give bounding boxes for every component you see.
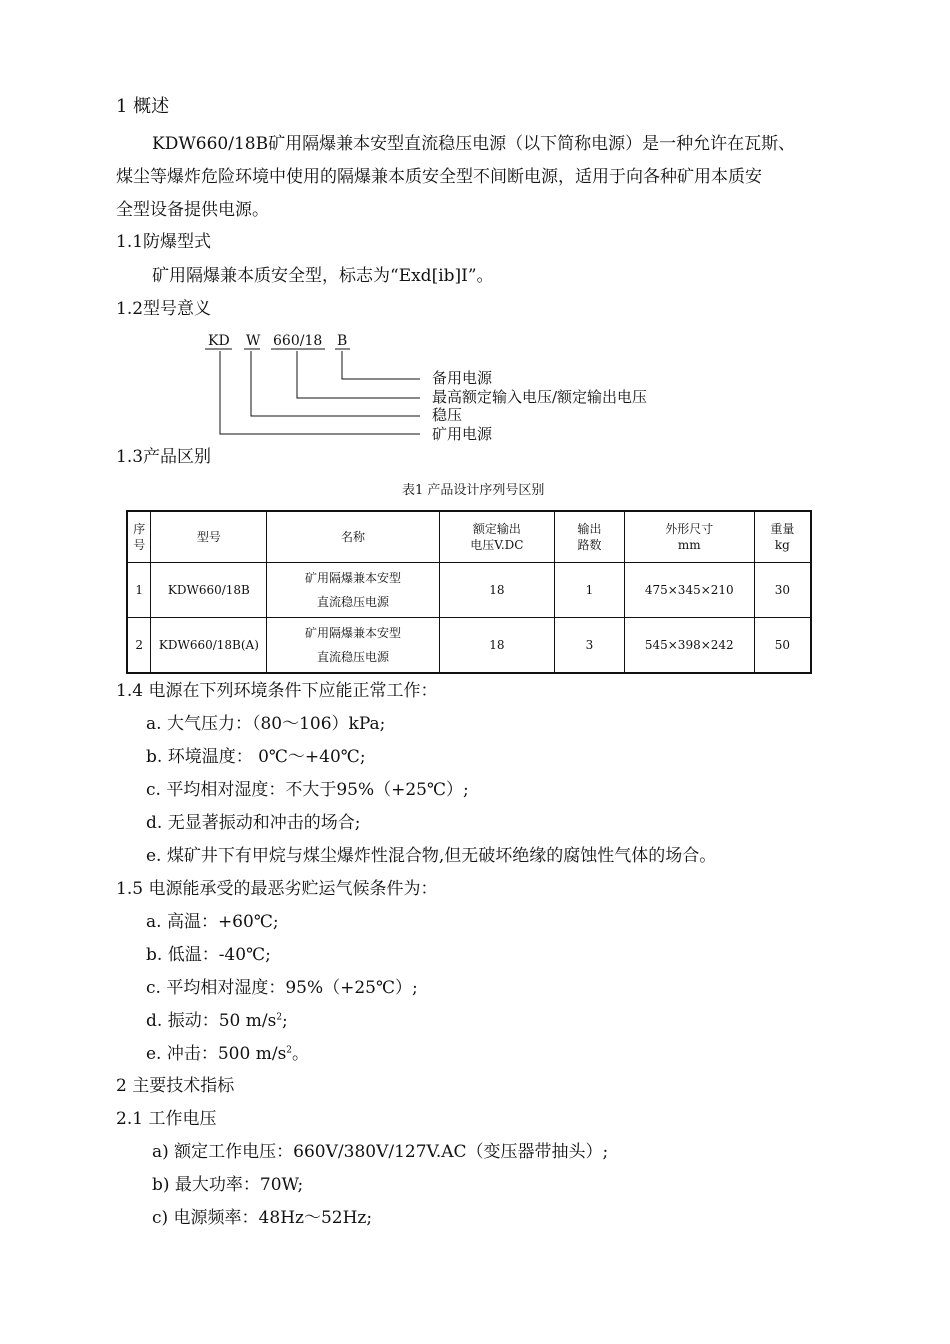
cell-name: 矿用隔爆兼本安型 直流稳压电源 [267,618,439,674]
list-item: b. 环境温度： 0℃～+40℃; [146,747,366,767]
list-item: e. 冲击：500 $m/s^2$。 [146,1044,310,1064]
cell-model: KDW660/18B(A) [151,618,267,674]
label-regulated: 稳压 [432,406,463,424]
list-item: d. 无显著振动和冲击的场合; [146,813,361,833]
code-kd: KD [208,333,230,349]
cell-dimensions: 475×345×210 [624,563,754,618]
table-caption: 表1 产品设计序列号区别 [402,483,545,498]
label-mine-power: 矿用电源 [432,425,493,443]
header-name: 名称 [267,511,439,563]
header-no: 序 号 [127,511,151,563]
code-voltage: 660/18 [273,333,323,349]
section-1-2-heading: 1.2型号意义 [116,299,212,319]
leader-kd [220,351,420,434]
cell-weight: 30 [754,563,811,618]
section-1-4-heading: 1.4 电源在下列环境条件下应能正常工作： [116,681,438,701]
intro-paragraph-line-2: 煤尘等爆炸危险环境中使用的隔爆兼本质安全型不间断电源，适用于向各种矿用本质安 [116,167,762,187]
section-2-heading: 2 主要技术指标 [116,1076,235,1096]
leader-w [251,351,420,416]
section-2-1-heading: 2.1 工作电压 [116,1109,217,1129]
header-weight: 重量 kg [754,511,811,563]
list-item: a. 大气压力：（80～106）kPa; [146,714,386,734]
label-max-voltage: 最高额定输入电压/额定输出电压 [432,388,648,406]
list-item: d. 振动：50 $m/s^2$; [146,1011,288,1031]
header-model: 型号 [151,511,267,563]
list-item: b) 最大功率：70W; [152,1175,304,1195]
cell-voltage: 18 [439,618,555,674]
list-item: c. 平均相对湿度：不大于95%（+25℃）; [146,780,469,800]
intro-paragraph-line-3: 全型设备提供电源。 [116,200,269,220]
list-item: c. 平均相对湿度：95%（+25℃）; [146,978,418,998]
explosion-proof-marking: 矿用隔爆兼本质安全型，标志为“Exd[ib]Ⅰ”。 [152,266,494,286]
list-item: a. 高温：+60℃; [146,912,279,932]
superscript: 2 [286,1045,293,1056]
header-outputs: 输出 路数 [555,511,625,563]
list-item: e. 煤矿井下有甲烷与煤尘爆炸性混合物,但无破坏绝缘的腐蚀性气体的场合。 [146,846,717,866]
header-rated-voltage: 额定输出 电压V.DC [439,511,555,563]
cell-weight: 50 [754,618,811,674]
code-w: W [246,333,261,349]
section-1-1-heading: 1.1防爆型式 [116,232,212,252]
cell-voltage: 18 [439,563,555,618]
model-designation-diagram [0,0,950,460]
section-1-heading: 1 概述 [116,96,170,117]
list-item: c) 电源频率：48Hz～52Hz; [152,1208,373,1228]
list-item: b. 低温：-40℃; [146,945,271,965]
code-b: B [337,333,348,349]
superscript: 2 [276,1012,283,1023]
cell-name: 矿用隔爆兼本安型 直流稳压电源 [267,563,439,618]
table-row [127,563,811,618]
product-table [126,510,812,674]
cell-outputs: 3 [555,618,625,674]
table-header-row [127,511,811,563]
cell-model: KDW660/18B [151,563,267,618]
section-1-5-heading: 1.5 电源能承受的最恶劣贮运气候条件为： [116,879,438,899]
section-1-3-heading: 1.3产品区别 [116,447,212,467]
header-dimensions: 外形尺寸 mm [624,511,754,563]
list-item: a) 额定工作电压：660V/380V/127V.AC（变压器带抽头）; [152,1142,609,1162]
leader-b [342,351,420,379]
intro-paragraph-line-1: KDW660/18B矿用隔爆兼本安型直流稳压电源（以下简称电源）是一种允许在瓦斯、 [152,134,796,154]
cell-dimensions: 545×398×242 [624,618,754,674]
cell-no: 1 [127,563,151,618]
cell-no: 2 [127,618,151,674]
table-row [127,618,811,674]
label-backup-power: 备用电源 [432,369,493,387]
leader-voltage [297,351,420,398]
cell-outputs: 1 [555,563,625,618]
